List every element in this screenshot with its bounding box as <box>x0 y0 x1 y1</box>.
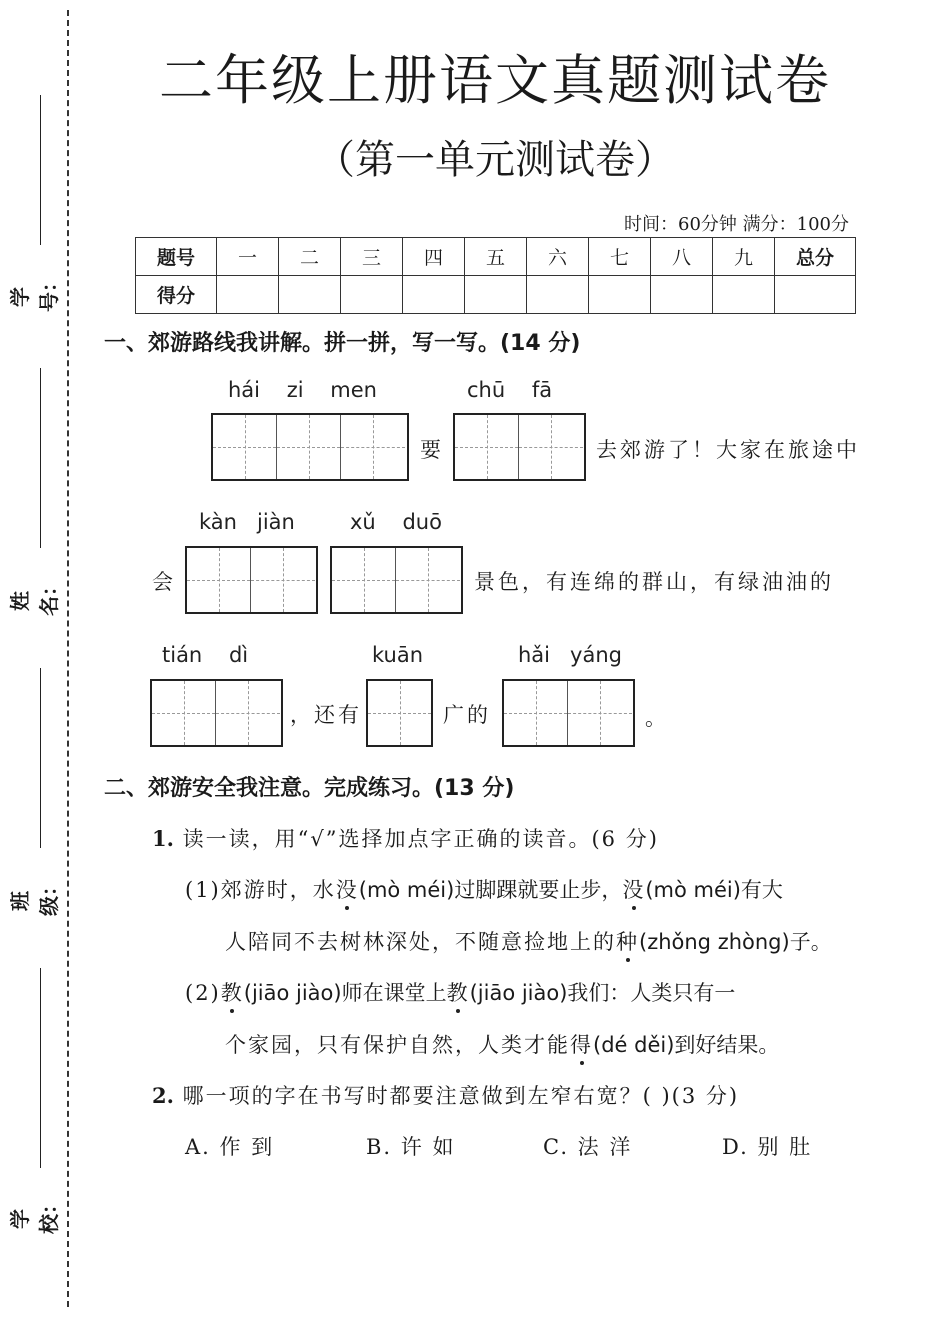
char-cell[interactable] <box>277 415 341 479</box>
score-cell[interactable] <box>279 276 341 314</box>
pinyin-tiandi: tián dì <box>162 643 249 667</box>
pinyin-choice[interactable]: (dé děi)到好结果。 <box>593 1033 780 1057</box>
dotted-char-zhong: 种 <box>616 930 639 954</box>
dotted-char-mei: 没 <box>335 878 359 902</box>
writing-grid-xuduo[interactable] <box>330 546 463 614</box>
pinyin-choice[interactable]: (zhǒng zhòng)子。 <box>639 930 832 954</box>
q1-part2-line1 <box>185 977 735 1007</box>
section1-heading: 一、郊游路线我讲解。拼一拼，写一写。(14 分) <box>104 331 581 356</box>
question-1-number: 1. <box>152 826 174 851</box>
text-fragment: 个家园，只有保护自然，人类才能 <box>225 1033 570 1057</box>
col-4: 四 <box>403 238 465 276</box>
pinyin-choice[interactable]: (mò méi)有大 <box>645 878 783 902</box>
col-2: 二 <box>279 238 341 276</box>
question-2-number: 2. <box>152 1083 174 1108</box>
text-fragment: (2) <box>185 981 221 1005</box>
question-2 <box>152 1080 739 1110</box>
score-cell[interactable] <box>341 276 403 314</box>
col-1: 一 <box>217 238 279 276</box>
text-line1-end: 去郊游了！大家在旅途中 <box>596 438 860 462</box>
student-id-line <box>40 95 41 245</box>
col-total: 总分 <box>775 238 856 276</box>
time-info: 时间：60分钟 满分：100分 <box>624 214 849 235</box>
text-haiyou: ，还有 <box>290 703 362 727</box>
text-fragment: 人陪同不去树林深处，不随意捡地上的 <box>225 930 616 954</box>
char-cell[interactable] <box>568 681 632 745</box>
score-cell[interactable] <box>713 276 775 314</box>
text-hui: 会 <box>152 570 176 594</box>
binding-dashed-line <box>67 10 69 1307</box>
text-yao: 要 <box>420 438 444 462</box>
char-cell[interactable] <box>504 681 568 745</box>
pinyin-xuduo: xǔ duō <box>350 510 442 534</box>
score-cell[interactable] <box>465 276 527 314</box>
text-period: 。 <box>645 706 669 730</box>
q1-part2-line2 <box>225 1029 779 1059</box>
question-1 <box>152 823 659 853</box>
writing-grid-chufa[interactable] <box>453 413 586 481</box>
dotted-char-de: 得 <box>570 1033 593 1057</box>
score-table-header-row <box>136 238 856 276</box>
char-cell[interactable] <box>251 548 315 612</box>
char-cell[interactable] <box>396 548 460 612</box>
col-5: 五 <box>465 238 527 276</box>
pinyin-choice[interactable]: (jiāo jiào)我们：人类只有一 <box>469 981 736 1005</box>
score-cell[interactable] <box>589 276 651 314</box>
text-guangde: 广的 <box>443 703 491 727</box>
q2-option-c[interactable]: C. 法 洋 <box>543 1135 633 1159</box>
page-title: 二年级上册语文真题测试卷 <box>159 49 831 112</box>
score-cell[interactable] <box>651 276 713 314</box>
text-line2-end: 景色，有连绵的群山，有绿油油的 <box>474 570 834 594</box>
char-cell[interactable] <box>455 415 519 479</box>
score-cell[interactable] <box>403 276 465 314</box>
name-label: 姓名： <box>8 576 61 616</box>
col-7: 七 <box>589 238 651 276</box>
school-line <box>40 968 41 1168</box>
q2-option-a[interactable]: A. 作 到 <box>185 1135 275 1159</box>
col-3: 三 <box>341 238 403 276</box>
char-cell[interactable] <box>187 548 251 612</box>
q2-option-b[interactable]: B. 许 如 <box>366 1135 456 1159</box>
page-subtitle: （第一单元测试卷） <box>315 137 675 183</box>
name-line <box>40 368 41 548</box>
score-table-score-row <box>136 276 856 314</box>
question-2-text[interactable]: 哪一项的字在书写时都要注意做到左窄右宽？( )(3 分) <box>182 1084 740 1108</box>
writing-grid-kuan[interactable] <box>366 679 433 747</box>
char-cell[interactable] <box>519 415 583 479</box>
writing-grid-haizimen[interactable] <box>211 413 409 481</box>
student-id-label: 学号： <box>8 272 61 312</box>
pinyin-choice[interactable]: (mò méi)过脚踝就要止步， <box>358 878 623 902</box>
score-cell[interactable] <box>527 276 589 314</box>
char-cell[interactable] <box>332 548 396 612</box>
q1-part1-line2 <box>225 926 832 956</box>
pinyin-kuan: kuān <box>372 643 424 667</box>
col-6: 六 <box>527 238 589 276</box>
writing-grid-tiandi[interactable] <box>150 679 283 747</box>
dotted-char-jiao: 教 <box>446 981 470 1005</box>
pinyin-haizimen: hái zi men <box>228 378 377 402</box>
score-cell[interactable] <box>217 276 279 314</box>
pinyin-chufa: chū fā <box>467 378 553 402</box>
q1-part1-line1 <box>185 874 783 904</box>
char-cell[interactable] <box>152 681 216 745</box>
writing-grid-kanjian[interactable] <box>185 546 318 614</box>
char-cell[interactable] <box>368 681 431 745</box>
question-1-text: 读一读，用“√”选择加点字正确的读音。(6 分) <box>182 827 659 851</box>
row-label-question: 题号 <box>136 238 217 276</box>
col-9: 九 <box>713 238 775 276</box>
section2-heading: 二、郊游安全我注意。完成练习。(13 分) <box>104 776 515 801</box>
school-label: 学校： <box>8 1194 61 1234</box>
text-fragment: (1)郊游时，水 <box>185 878 336 902</box>
dotted-char-jiao: 教 <box>220 981 244 1005</box>
pinyin-choice[interactable]: (jiāo jiào)师在课堂上 <box>243 981 447 1005</box>
score-table <box>135 237 856 314</box>
char-cell[interactable] <box>341 415 405 479</box>
col-8: 八 <box>651 238 713 276</box>
q2-option-d[interactable]: D. 别 肚 <box>722 1135 813 1159</box>
char-cell[interactable] <box>216 681 280 745</box>
dotted-char-mei: 没 <box>622 878 646 902</box>
writing-grid-haiyang[interactable] <box>502 679 635 747</box>
row-label-score: 得分 <box>136 276 217 314</box>
pinyin-haiyang: hǎi yáng <box>518 643 622 667</box>
class-label: 班级： <box>8 876 61 916</box>
char-cell[interactable] <box>213 415 277 479</box>
pinyin-kanjian: kàn jiàn <box>199 510 295 534</box>
class-line <box>40 668 41 848</box>
score-cell[interactable] <box>775 276 856 314</box>
